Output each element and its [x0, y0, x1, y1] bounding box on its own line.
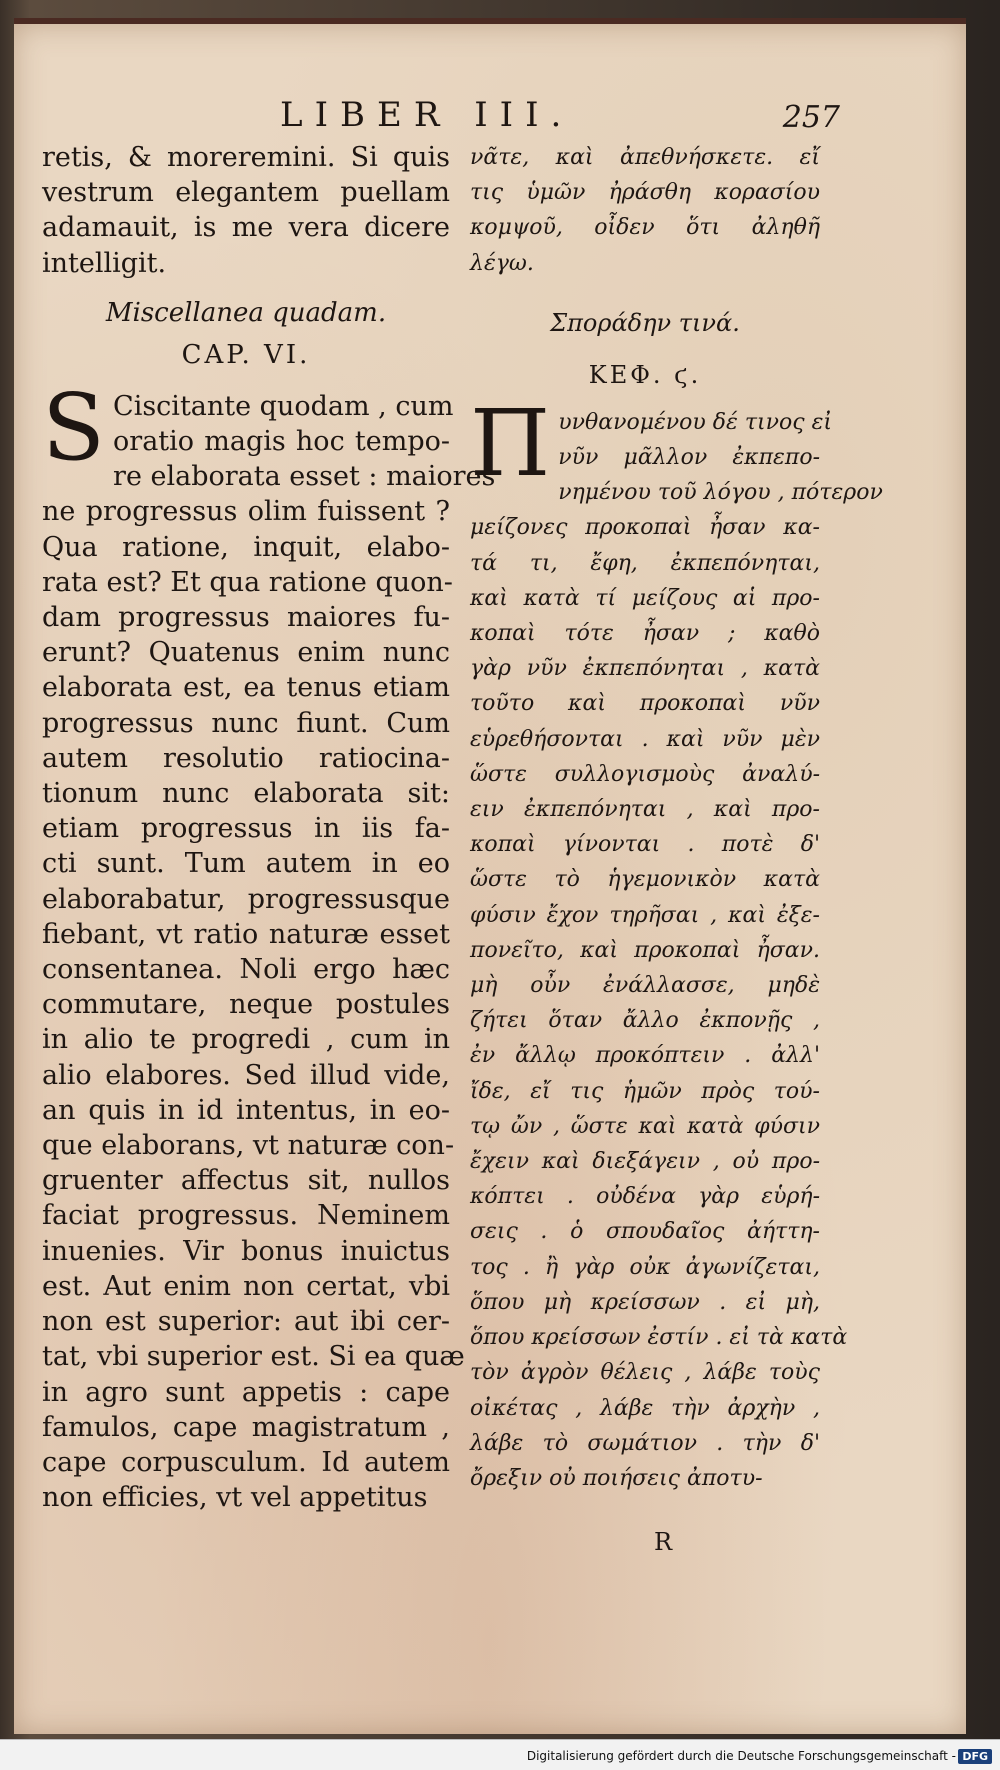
latin-text-line: Ciscitante quodam , cum [113, 390, 454, 422]
greek-text-line: φύσιν ἔχον τηρῆσαι , καὶ ἐξε- [470, 902, 820, 928]
latin-text-line: vestrum elegantem puellam [42, 177, 450, 209]
latin-text-line: re elaborata esset : maiores [113, 461, 496, 493]
greek-text-line: ἐν ἄλλῳ προκόπτειν . ἀλλ' [470, 1043, 820, 1069]
latin-text-line: cti sunt. Tum autem in eo [42, 848, 450, 880]
greek-text-line: ζήτει ὅταν ἄλλο ἐκπονῇς , [470, 1008, 820, 1034]
latin-text-line: autem resolutio ratiocina- [42, 742, 450, 774]
latin-text-line: que elaborans, vt naturæ con- [42, 1130, 455, 1162]
greek-text-line: ὥστε τὸ ἡγεμονικὸν κατὰ [470, 867, 820, 893]
greek-text-line: ειν ἐκπεπόνηται , καὶ προ- [470, 797, 820, 823]
latin-text-line: faciat progressus. Neminem [42, 1200, 450, 1232]
signature-mark: R [654, 1528, 673, 1556]
latin-text-line: cape corpusculum. Id autem [42, 1446, 450, 1478]
greek-text-line: κοπαὶ τότε ἦσαν ; καθὸ [470, 621, 820, 647]
footer-credit: Digitalisierung gefördert durch die Deutsche Forschungsgemeinschaft - [526, 1749, 956, 1763]
dfg-logo: DFG [958, 1749, 992, 1764]
greek-text-line: εὑρεθήσονται . καὶ νῦν μὲν [470, 726, 820, 752]
greek-text-line: λέγω. [470, 250, 534, 276]
latin-text-line: elaborata est, ea tenus etiam [42, 672, 450, 704]
latin-text-line: ne progressus olim fuissent ? [42, 496, 450, 528]
greek-text-line: τὸν ἀγρὸν θέλεις , λάβε τοὺς [470, 1360, 820, 1386]
greek-text-line: ὅπου κρείσσων ἐστίν . εἰ τὰ κατὰ [470, 1325, 848, 1351]
greek-text-line: τά τι, ἔφη, ἐκπεπόνηται, [470, 550, 820, 576]
latin-text-line: commutare, neque postules [42, 989, 450, 1021]
latin-text-line: gruenter affectus sit, nullos [42, 1165, 450, 1197]
latin-text-line: intelligit. [42, 247, 167, 279]
greek-text-line: ἔχειν καὶ διεξάγειν , οὐ προ- [470, 1149, 820, 1175]
footer-bar [0, 1739, 1000, 1770]
greek-text-line: νᾶτε, καὶ ἀπεθνήσκετε. εἴ [470, 145, 820, 170]
latin-dropcap: S [42, 373, 106, 481]
greek-text-line: κομψοῦ, οἶδεν ὅτι ἀληθῆ [470, 215, 820, 241]
greek-column [470, 140, 883, 1496]
greek-text-line: τος . ἢ γὰρ οὐκ ἀγωνίζεται, [470, 1254, 820, 1280]
greek-text-line: γὰρ νῦν ἐκπεπόνηται , κατὰ [470, 656, 820, 682]
latin-text-line: fiebant, vt ratio naturæ esset [42, 918, 450, 950]
latin-chapter-heading: CAP. VI. [181, 339, 311, 370]
greek-text-line: νῦν μᾶλλον ἐκπεπο- [558, 445, 820, 471]
greek-text-line: τοῦτο καὶ προκοπαὶ νῦν [470, 691, 820, 717]
greek-text-line: ὅπου μὴ κρείσσων . εἰ μὴ, [470, 1289, 820, 1315]
greek-text-line: ὥστε συλλογισμοὺς ἀναλύ- [470, 761, 820, 787]
latin-text-line: inuenies. Vir bonus inuictus [42, 1235, 450, 1267]
latin-text-line: rata est? Et qua ratione quon- [42, 566, 453, 598]
greek-chapter-heading: ΚΕΦ. ϛ. [588, 360, 702, 389]
latin-text-line: tat, vbi superior est. Si ea quæ [42, 1341, 465, 1373]
latin-text-line: est. Aut enim non certat, vbi [42, 1270, 450, 1302]
latin-text-line: famulos, cape magistratum , [42, 1411, 450, 1443]
greek-text-line: λάβε τὸ σωμάτιον . τὴν δ' [470, 1430, 820, 1456]
latin-text-line: an quis in id intentus, in eo- [42, 1094, 450, 1126]
latin-text-line: elaborabatur, progressusque [42, 883, 450, 915]
latin-top-lines [42, 140, 450, 281]
latin-text-line: adamauit, is me vera dicere [42, 212, 450, 244]
greek-text-line: οἰκέτας , λάβε τὴν ἀρχὴν , [470, 1395, 820, 1421]
greek-top-lines [470, 140, 820, 281]
latin-text-line: Qua ratione, inquit, elabo- [42, 531, 450, 563]
latin-column [42, 140, 496, 1515]
latin-text-line: non est superior: aut ibi cer- [42, 1306, 450, 1338]
greek-text-line: καὶ κατὰ τί μείζους αἱ προ- [470, 585, 820, 611]
latin-text-line: retis, & moreremini. Si quis [42, 142, 450, 173]
greek-body [470, 389, 883, 1496]
greek-text-line: ἴδε, εἴ τις ἡμῶν πρὸς τού- [470, 1078, 820, 1104]
latin-text-line: erunt? Quatenus enim nunc [42, 637, 450, 669]
latin-body [42, 373, 496, 1516]
greek-text-line: σεις . ὁ σπουδαῖος ἀήττη- [470, 1219, 820, 1245]
greek-text-line: τῳ ὤν , ὥστε καὶ κατὰ φύσιν [470, 1113, 820, 1139]
latin-text-line: etiam progressus in iis fa- [42, 813, 450, 845]
greek-text-line: μείζονες προκοπαὶ ἦσαν κα- [470, 515, 820, 541]
greek-text-line: ὄρεξιν οὐ ποιήσεις ἀποτυ- [470, 1465, 763, 1491]
greek-heading-italic: Σποράδην τινά. [550, 308, 740, 337]
page-number: 257 [782, 100, 840, 135]
latin-text-line: consentanea. Noli ergo hæc [42, 954, 450, 986]
latin-text-line: oratio magis hoc tempo- [113, 426, 450, 458]
latin-text-line: dam progressus maiores fu- [42, 602, 450, 634]
greek-text-line: νημένου τοῦ λόγου , πότερον [558, 480, 883, 506]
greek-text-line: κόπτει . οὐδένα γὰρ εὑρή- [470, 1184, 820, 1210]
latin-heading-italic: Miscellanea quadam. [105, 297, 387, 328]
latin-text-line: alio elabores. Sed illud vide, [42, 1059, 450, 1091]
latin-text-line: in agro sunt appetis : cape [42, 1376, 450, 1408]
latin-text-line: tionum nunc elaborata sit: [42, 778, 450, 810]
latin-text-line: progressus nunc fiunt. Cum [42, 707, 450, 739]
greek-text-line: υνθανομένου δέ τινος εἰ [558, 409, 832, 435]
running-head: LIBER III. [280, 95, 574, 135]
greek-text-line: κοπαὶ γίνονται . ποτὲ δ' [470, 832, 820, 858]
greek-text-line: τις ὑμῶν ἠράσθη κορασίου [470, 180, 820, 206]
greek-dropcap: Π [470, 389, 551, 497]
latin-text-line: in alio te progredi , cum in [42, 1024, 450, 1056]
latin-text-line: non efficies, vt vel appetitus [42, 1482, 428, 1514]
greek-text-line: μὴ οὖν ἐνάλλασσε, μηδὲ [470, 973, 820, 999]
greek-text-line: πονεῖτο, καὶ προκοπαὶ ἦσαν. [470, 937, 820, 963]
